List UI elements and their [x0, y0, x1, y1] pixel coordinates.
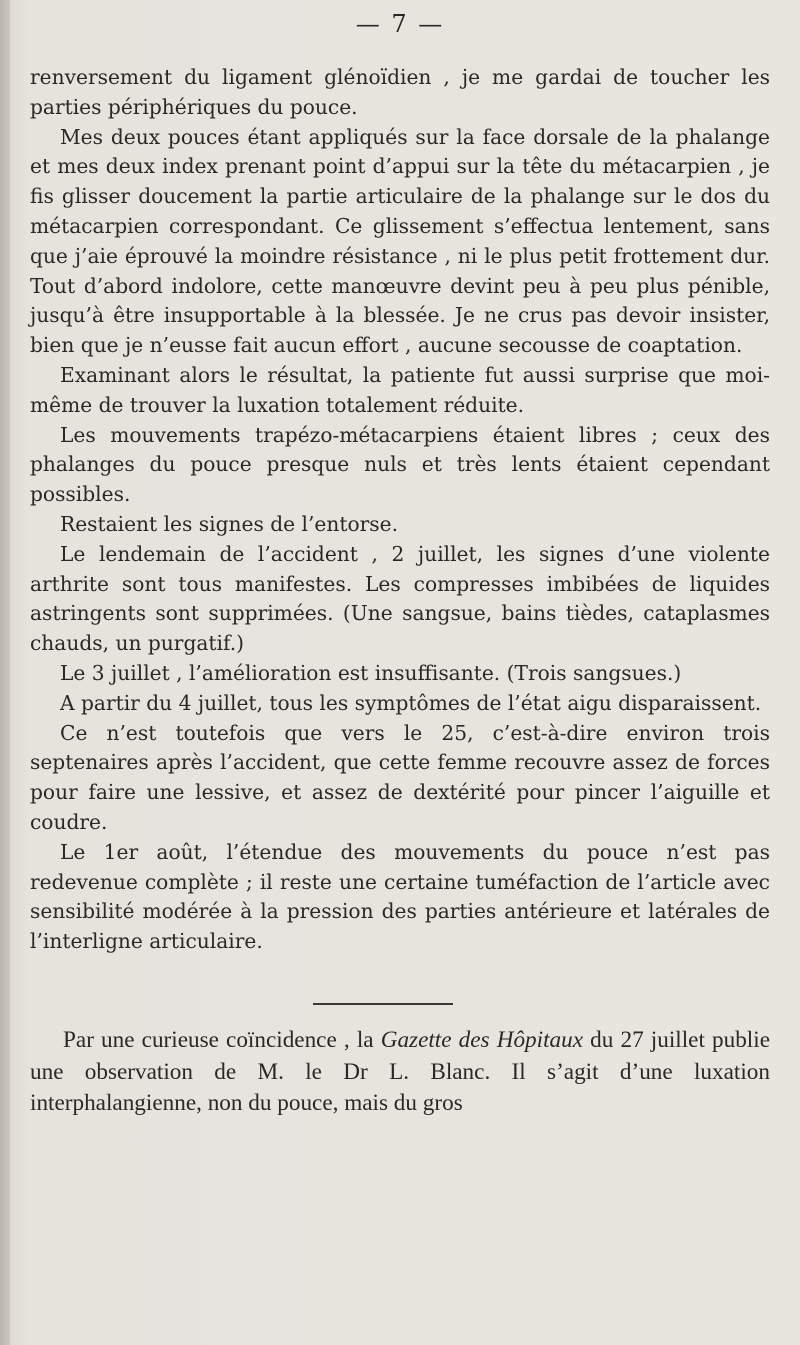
closing-text-before: Par une curieuse coïncidence , la: [63, 1027, 381, 1053]
paragraph-8: A partir du 4 juillet, tous les symptômes de l’état aigu disparaissent.: [60, 690, 762, 715]
journal-title: Gazette des Hôpitaux: [380, 1027, 584, 1053]
paragraph-4: Les mouvements trapézo-métacarpiens étaient libres ; ceux des phalanges du pouce presque nuls et très lents étaient cependant possibles.: [30, 422, 770, 507]
paragraph-10: Le 1er août, l’étendue des mouvements du pouce n’est pas redevenue complète ; il reste une certaine tuméfaction de l’article avec sensibilité modérée à la pression des parties antérieure et latérales de l’interligne articulaire.: [30, 839, 770, 954]
body-text: [30, 63, 770, 957]
paragraph-3: Examinant alors le résultat, la patiente fut aussi surprise que moi-même de trouver la luxation totalement réduite.: [30, 362, 770, 417]
paragraph-5: Restaient les signes de l’entorse.: [60, 511, 398, 536]
page-binding-edge: [0, 0, 10, 1345]
closing-text: [30, 1025, 770, 1120]
page-number: — 7 —: [355, 10, 445, 38]
paragraph-2: Mes deux pouces étant appliqués sur la face dorsale de la phalange et mes deux index prenant point d’appui sur la tête du métacarpien , je fis glisser doucement la partie articulaire de la phalange sur le dos du métacarpien correspondant. Ce glissement s’effectua lentement, sans que j’aie éprouvé la moindre résistance , ni le plus petit frottement dur. Tout d’abord indolore, cette manœuvre devint peu à peu plus pénible, jusqu’à être insupportable à la blessée. Je ne crus pas devoir insister, bien que je n’eusse fait aucun effort , aucune secousse de coaptation.: [30, 124, 770, 358]
closing-paragraph: [30, 1025, 770, 1120]
closing-text-after: du 27 juillet publie une observation de M. le Dr L. Blanc. Il s’agit d’une luxation interphalangienne, non du pouce, mais du gros: [30, 1027, 770, 1116]
paragraph-1: renversement du ligament glénoïdien , je me gardai de toucher les parties périphériques du pouce.: [30, 65, 770, 119]
section-divider: [313, 1003, 453, 1005]
paragraph-7: Le 3 juillet , l’amélioration est insuffisante. (Trois sangsues.): [60, 660, 682, 685]
paragraph-6: Le lendemain de l’accident , 2 juillet, les signes d’une violente arthrite sont tous manifestes. Les compresses imbibées de liquides astringents sont supprimées. (Une sangsue, bains tièdes, cataplasmes chauds, un purgatif.): [30, 541, 770, 656]
paragraph-9: Ce n’est toutefois que vers le 25, c’est-à-dire environ trois septenaires après l’accident, que cette femme recouvre assez de forces pour faire une lessive, et assez de dextérité pour pincer l’aiguille et coudre.: [30, 720, 770, 834]
